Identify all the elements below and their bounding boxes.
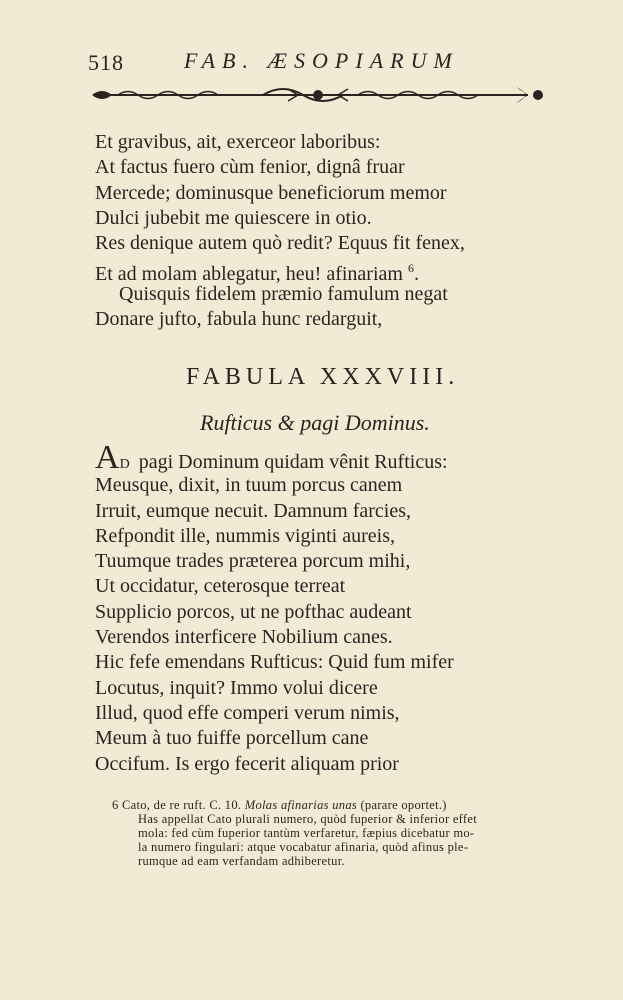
verse-line-text: pagi Dominum quidam vênit Rufticus: [138, 451, 448, 473]
footnote-line: la numero fingulari: atque vocabatur afinaria, quòd afinus ple- [138, 840, 469, 854]
footnote-gloss: (parare oportet.) [360, 798, 447, 812]
verse-line: Refpondit ille, nummis viginti aureis, [95, 524, 395, 547]
verse-line: Hic fefe emendans Rufticus: Quid fum mifer [95, 651, 454, 674]
verse-line: Irruit, eumque necuit. Damnum farcies, [95, 499, 411, 522]
verse-line: Meum à tuo fuiffe porcellum cane [95, 727, 369, 750]
page-number: 518 [88, 50, 124, 75]
verse-line: Donare jufto, fabula hunc redarguit, [95, 308, 383, 331]
drop-cap: A [95, 439, 120, 476]
verse-line: At factus fuero cùm fenior, dignâ fruar [95, 156, 405, 179]
verse-line: Dulci jubebit me quiescere in otio. [95, 206, 372, 229]
fable-subtitle: Rufticus & pagi Dominus. [200, 410, 430, 435]
verse-line: Mercede; dominusque beneficiorum memor [95, 181, 447, 204]
footnote-reference: 6 [407, 261, 414, 276]
verse-line: Locutus, inquit? Immo volui dicere [95, 676, 378, 699]
verse-line: Occifum. Is ergo fecerit aliquam prior [95, 752, 399, 775]
verse-line: Tuumque trades præterea porcum mihi, [95, 550, 411, 573]
footnote-quote: Molas afinarias unas [244, 798, 358, 812]
verse-line: Verendos interficere Nobilium canes. [95, 626, 393, 649]
footnote-line: Has appellat Cato plurali numero, quòd fuperior & inferior effet [138, 812, 478, 826]
first-verse-line [95, 439, 525, 476]
verse-line: Illud, quod effe comperi verum nimis, [95, 701, 400, 724]
verse-line: Meusque, dixit, in tuum porcus canem [95, 474, 403, 497]
decorative-rule-icon [88, 84, 548, 106]
verse-line-text: Et ad molam ablegatur, heu! afinariam [95, 263, 403, 286]
footnote-citation: Cato, de re ruft. C. 10. [122, 798, 242, 812]
drop-cap-rest: D [119, 457, 131, 472]
verse-line: Res denique autem quò redit? Equus fit fenex, [95, 232, 465, 255]
verse-continuation [95, 130, 525, 332]
verse-line: Et ad molam ablegatur, heu! afinariam $^6$. [95, 261, 419, 286]
running-head: FAB. ÆSOPIARUM [184, 48, 459, 73]
footnote-line [112, 798, 572, 812]
page-header [88, 48, 498, 78]
verse-line: Supplicio porcos, ut ne pofthac audeant [95, 600, 412, 623]
verse-line: Quisquis fidelem præmio famulum negat [119, 282, 448, 305]
footnote-number: 6 [112, 798, 119, 812]
footnote-line: rumque ad eam verfandam adhiberetur. [138, 854, 345, 868]
verse-line: Ut occidatur, ceterosque terreat [95, 575, 346, 598]
footnote-line: mola: fed cùm fuperior tantùm verfaretur, fæpius dicebatur mo- [138, 826, 475, 840]
footnote [112, 798, 572, 868]
fable-text [95, 439, 525, 777]
fable-title: FABULA XXXVIII. [186, 364, 460, 390]
verse-line: Et gravibus, ait, exerceor laboribus: [95, 131, 381, 153]
